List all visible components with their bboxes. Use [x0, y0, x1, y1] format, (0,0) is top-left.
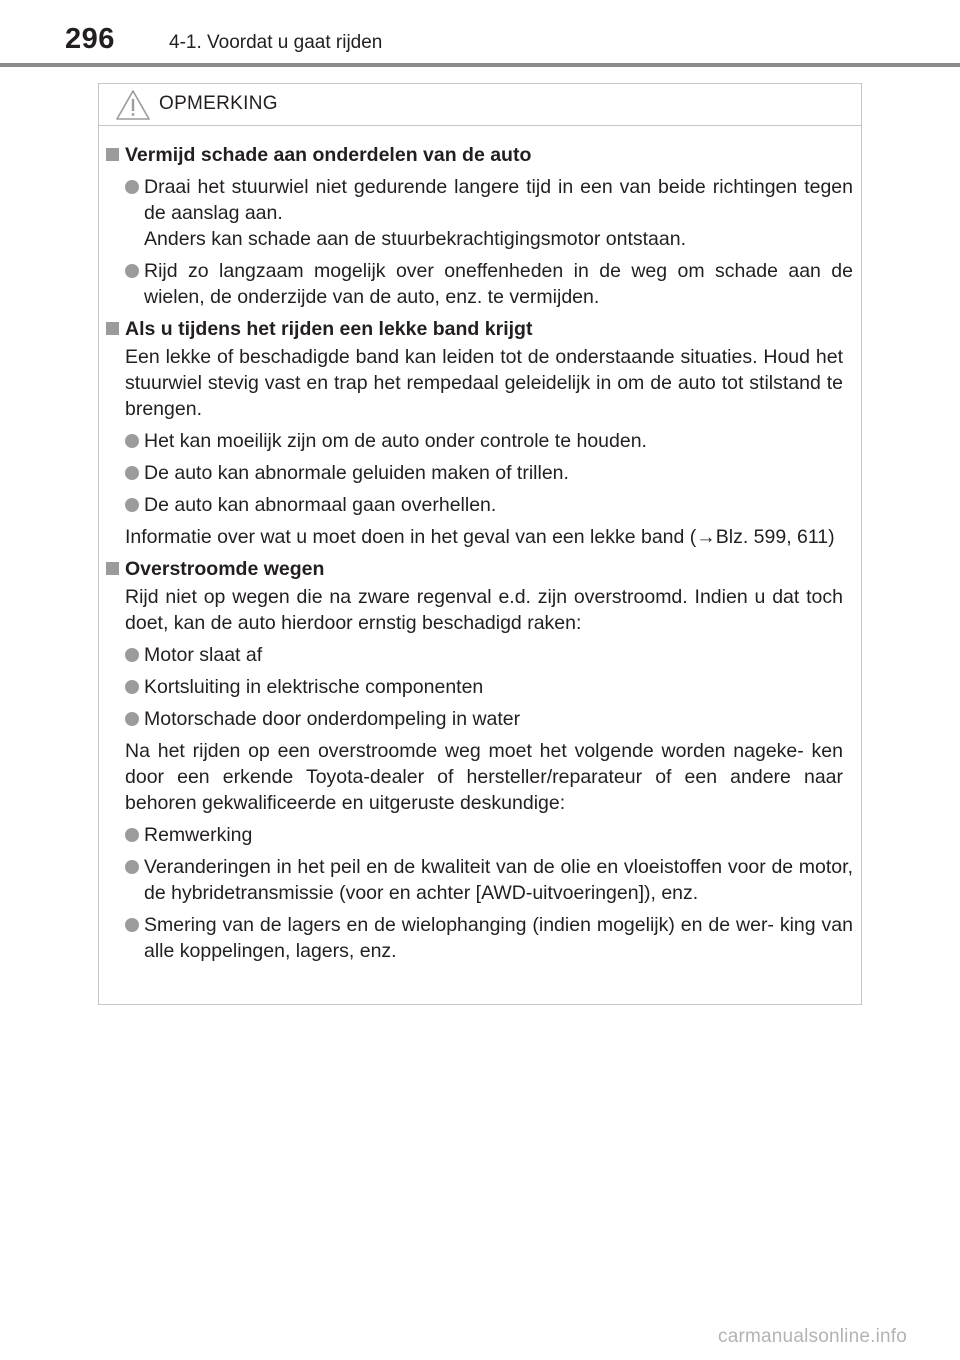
notice-header	[99, 84, 861, 126]
dot-bullet-icon	[125, 828, 139, 842]
list-item-text: Smering van de lagers en de wielophanging (indien mogelijk) en de wer- king van alle koppelingen, lagers, enz.	[144, 914, 853, 962]
section-heading-text: Overstroomde wegen	[125, 558, 325, 580]
list-item-text: Veranderingen in het peil en de kwaliteit van de olie en vloeistoffen voor de motor, de hybridetransmissie (voor en achter [AWD-uitvoeringen]), enz.	[144, 856, 853, 904]
dot-bullet-icon	[125, 264, 139, 278]
list-item-text: Remwerking	[144, 824, 253, 846]
paragraph: Rijd niet op wegen die na zware regenval e.d. zijn overstroomd. Indien u dat toch doet, kan de auto hierdoor ernstig beschadigd raken:	[125, 586, 843, 634]
dot-bullet-icon	[125, 180, 139, 194]
list-item	[105, 258, 853, 310]
list-item-extra-text: Anders kan schade aan de stuurbekrachtigingsmotor ontstaan.	[144, 228, 687, 250]
paragraph: Informatie over wat u moet doen in het geval van een lekke band (→Blz. 599, 611)	[125, 526, 835, 548]
section-heading-flat-tire	[105, 316, 853, 342]
list-item-text: Het kan moeilijk zijn om de auto onder controle te houden.	[144, 430, 647, 452]
section-heading-text: Als u tijdens het rijden een lekke band krijgt	[125, 318, 533, 340]
paragraph: Een lekke of beschadigde band kan leiden tot de onderstaande situaties. Houd het stuurwiel stevig vast en trap het rempedaal geleidelijk in om de auto tot stilstand te brengen.	[125, 346, 843, 420]
dot-bullet-icon	[125, 918, 139, 932]
list-item	[105, 642, 853, 668]
watermark-text: carmanualsonline.info	[718, 1326, 908, 1347]
dot-bullet-icon	[125, 860, 139, 874]
dot-bullet-icon	[125, 648, 139, 662]
notice-content	[99, 126, 861, 964]
list-item	[105, 912, 853, 964]
list-item-text: Rijd zo langzaam mogelijk over oneffenheden in de weg om schade aan de wielen, de onderzijde van de auto, enz. te vermijden.	[144, 260, 853, 308]
dot-bullet-icon	[125, 466, 139, 480]
dot-bullet-icon	[125, 680, 139, 694]
list-item	[105, 674, 853, 700]
page-header	[0, 0, 960, 70]
notice-title: OPMERKING	[159, 93, 278, 114]
paragraph: Na het rijden op een overstroomde weg moet het volgende worden nageke- ken door een erkende Toyota-dealer of hersteller/reparateur of een andere naar behoren gekwalificeerde en uitgeruste deskundige:	[125, 740, 843, 814]
list-item	[105, 706, 853, 732]
page-number: 296	[65, 23, 115, 55]
list-item	[105, 854, 853, 906]
list-item-text: Kortsluiting in elektrische componenten	[144, 676, 484, 698]
dot-bullet-icon	[125, 498, 139, 512]
notice-box	[98, 83, 862, 1005]
list-item-text: De auto kan abnormaal gaan overhellen.	[144, 494, 497, 516]
list-item	[105, 174, 853, 252]
section-heading-component-damage	[105, 142, 853, 168]
square-bullet-icon	[106, 322, 119, 335]
dot-bullet-icon	[125, 434, 139, 448]
list-item	[105, 492, 853, 518]
list-item-text: Draai het stuurwiel niet gedurende langere tijd in een van beide richtingen tegen de aanslag aan.	[144, 176, 853, 224]
section-heading-text: Vermijd schade aan onderdelen van de auto	[125, 144, 532, 166]
section-title: 4-1. Voordat u gaat rijden	[169, 32, 383, 53]
square-bullet-icon	[106, 562, 119, 575]
square-bullet-icon	[106, 148, 119, 161]
list-item	[105, 428, 853, 454]
list-item-text: De auto kan abnormale geluiden maken of trillen.	[144, 462, 569, 484]
dot-bullet-icon	[125, 712, 139, 726]
list-item	[105, 460, 853, 486]
warning-triangle-icon	[115, 89, 151, 121]
list-item-text: Motorschade door onderdompeling in water	[144, 708, 521, 730]
section-heading-flooded-roads	[105, 556, 853, 582]
header-rule	[0, 63, 960, 67]
list-item-text: Motor slaat af	[144, 644, 263, 666]
list-item	[105, 822, 853, 848]
